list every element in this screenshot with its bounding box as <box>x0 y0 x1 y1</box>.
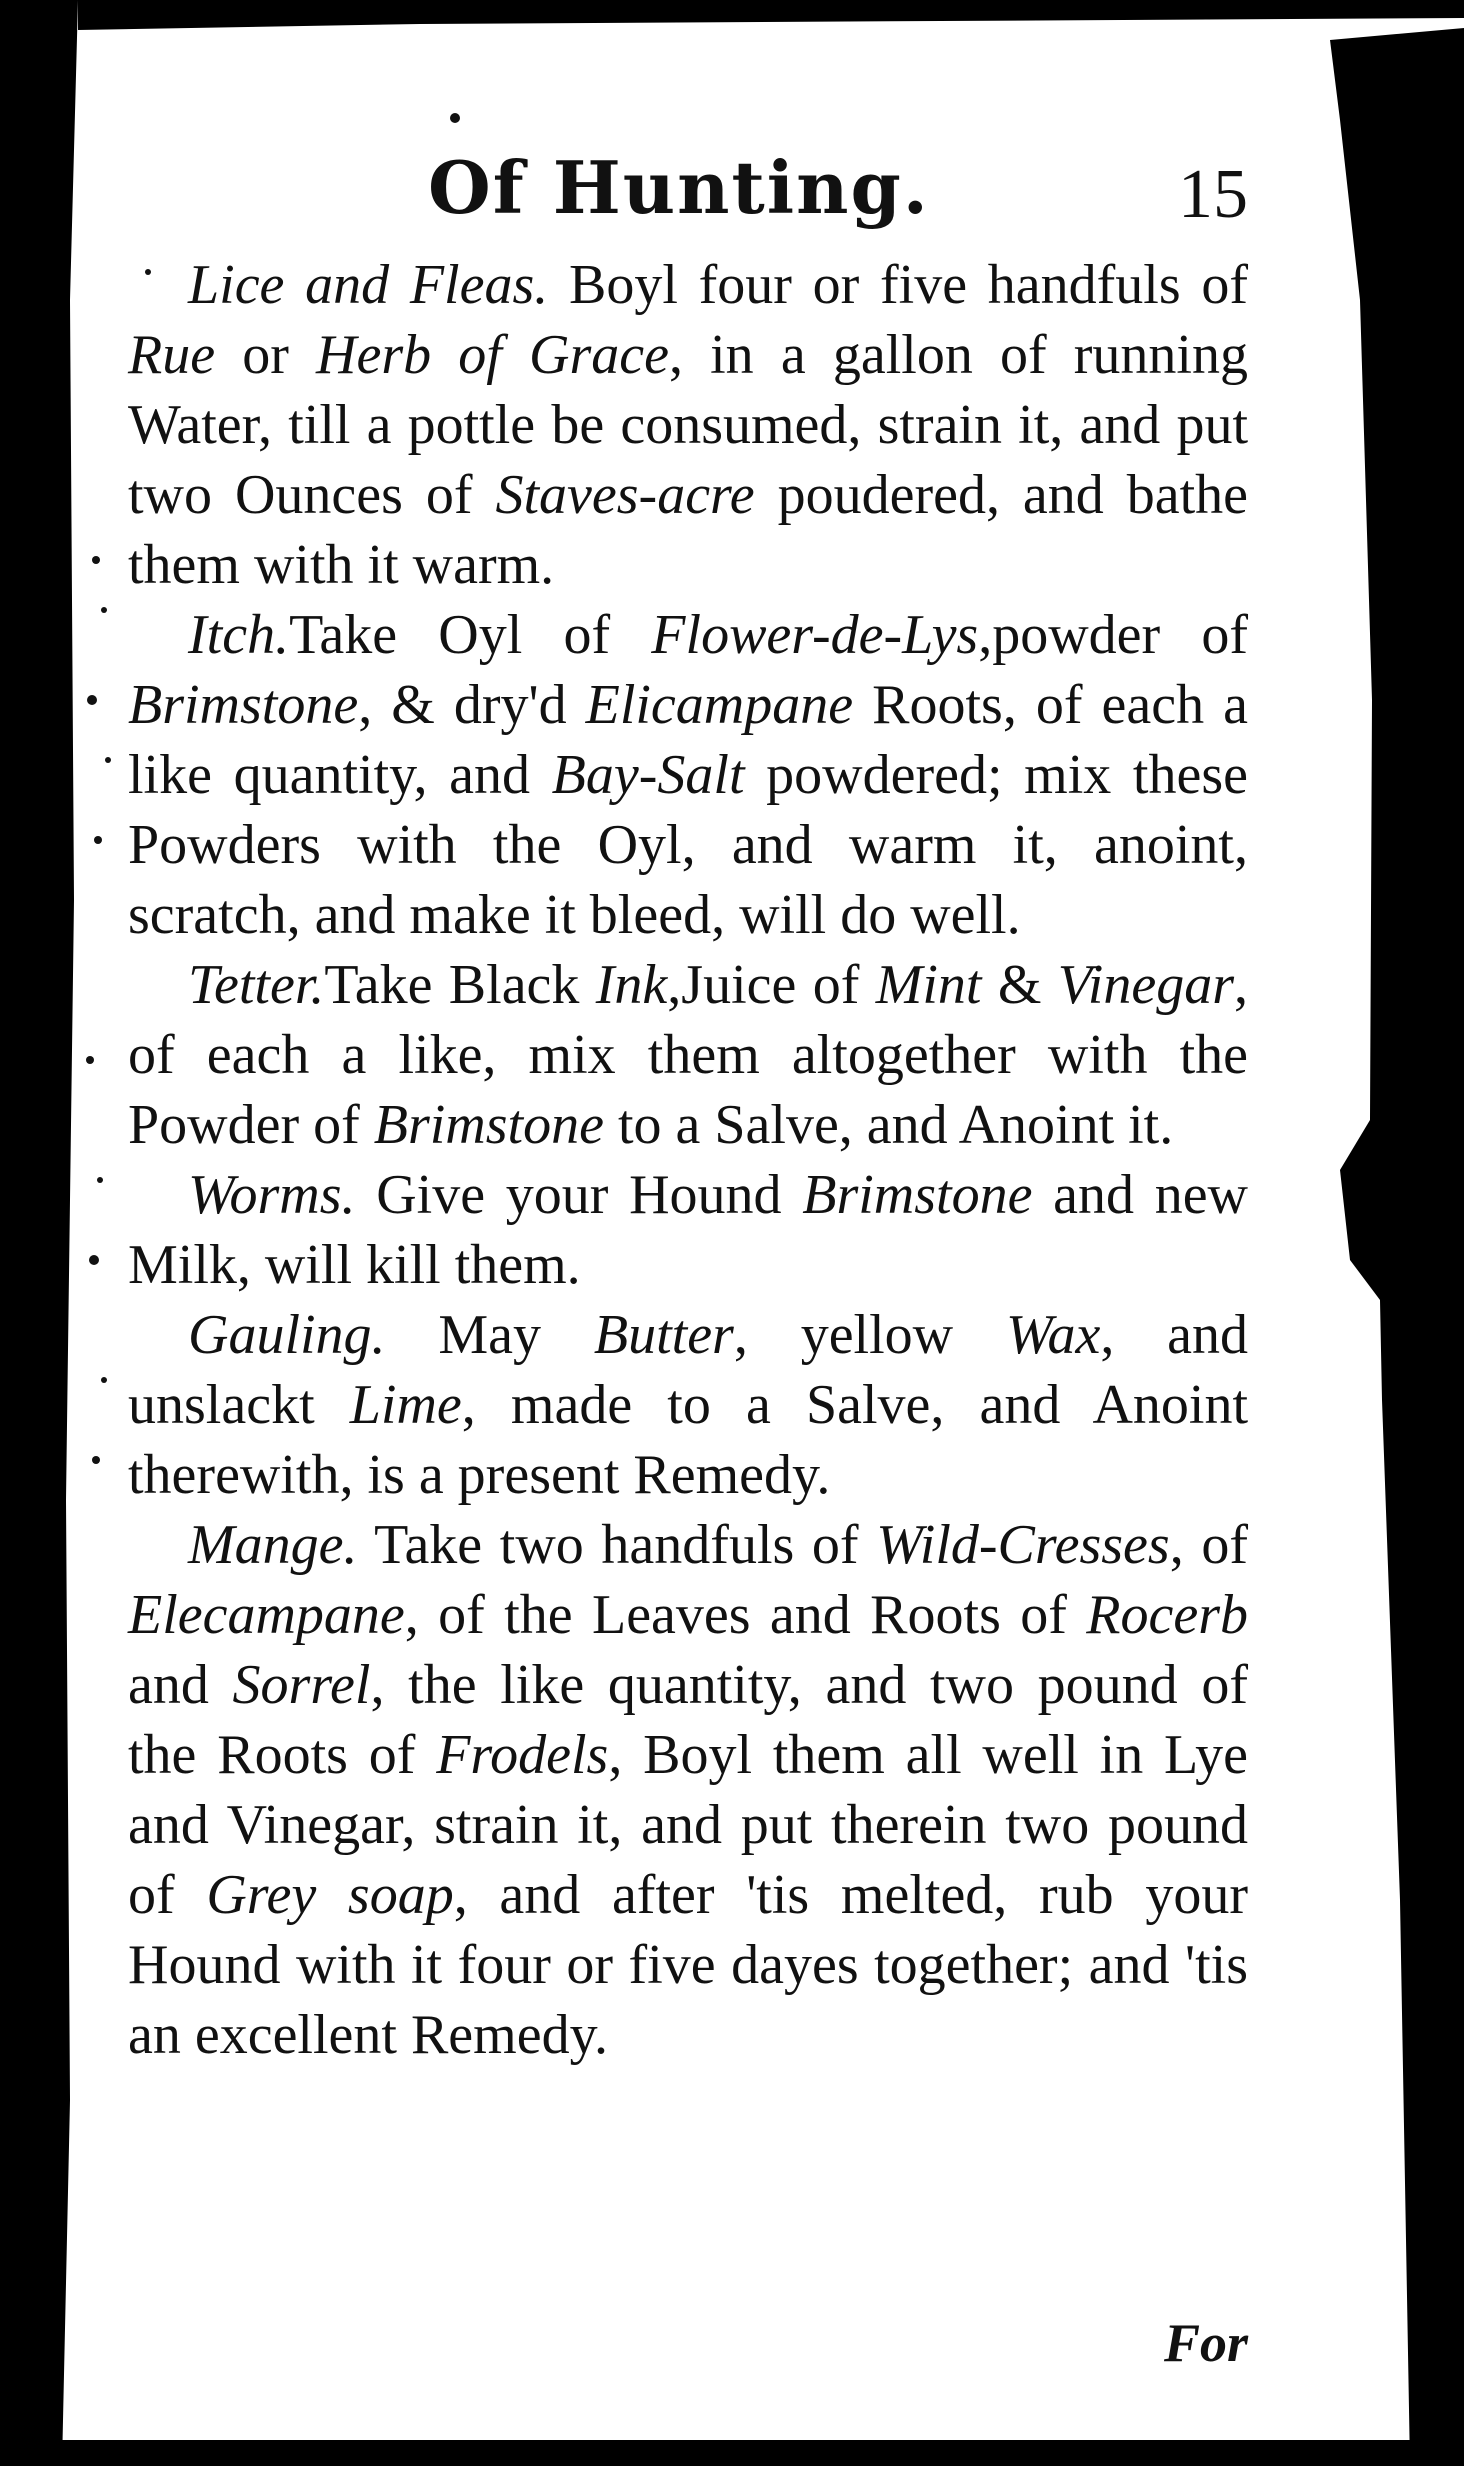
text-run: ,powder of <box>978 604 1249 666</box>
text-run: May <box>385 1304 594 1366</box>
text-run: , of the Leaves and Roots of <box>404 1584 1087 1646</box>
text-run: , in a gallon of running Water, till a pottle be consumed, strain it, and put two Ounces of <box>128 324 1248 526</box>
paragraph <box>128 250 1248 600</box>
italic-term: Sorrel <box>232 1654 371 1716</box>
italic-term: Bay-Salt <box>551 744 745 806</box>
text-run: Take Oyl of <box>289 604 652 666</box>
paragraph <box>128 1300 1248 1510</box>
italic-term: Brimstone <box>373 1094 604 1156</box>
text-run: , of <box>1169 1514 1248 1576</box>
italic-term: Flower-de-Lys <box>651 604 979 666</box>
text-run: or <box>215 324 317 386</box>
paragraph-heading: Worms. <box>188 1164 356 1226</box>
italic-term: Rue <box>128 324 216 386</box>
italic-term: Brimstone <box>128 674 359 736</box>
text-run: Give your Hound <box>355 1164 803 1226</box>
text-run: Boyl four or five handfuls of <box>548 254 1248 316</box>
italic-term: Herb of Grace <box>316 324 669 386</box>
text-run: , and after 'tis melted, rub your Hound with it four or five dayes together; and 'tis an excellent Remedy. <box>128 1864 1248 2066</box>
page-title: Of Hunting. <box>428 145 930 230</box>
italic-term: Staves-acre <box>495 464 755 526</box>
paragraph <box>128 600 1248 950</box>
paragraph-heading: Gauling. <box>188 1304 386 1366</box>
text-run: , the like quantity, and two pound of the Roots of <box>128 1654 1248 1786</box>
italic-term: Wax <box>1005 1304 1101 1366</box>
text-run: , of each a like, mix them altogether with the Powder of <box>128 954 1248 1156</box>
catchword: For <box>1163 2313 1248 2373</box>
paragraph-heading: Itch. <box>188 604 290 666</box>
italic-term: Mint <box>875 954 982 1016</box>
text-run: Take Black <box>324 954 596 1016</box>
book-page <box>128 140 1248 2400</box>
italic-term: Grey soap <box>206 1864 454 1926</box>
text-run: poudered, and bathe them with it warm. <box>128 464 1249 596</box>
text-run: ,Juice of <box>667 954 876 1016</box>
body-text <box>128 250 1248 2070</box>
text-run: , & dry'd <box>358 674 586 736</box>
text-run: Take two handfuls of <box>357 1514 877 1576</box>
text-run: to a Salve, and Anoint it. <box>603 1094 1174 1156</box>
paragraph-heading: Lice and Fleas. <box>188 254 549 316</box>
italic-term: Elicampane <box>585 674 854 736</box>
text-run: , Boyl them all well in Lye and Vinegar, strain it, and put therein two pound of <box>128 1724 1248 1926</box>
text-run: Roots, of each a like quantity, and <box>128 674 1248 806</box>
italic-term: Elecampane <box>128 1584 405 1646</box>
italic-term: Vinegar <box>1057 954 1234 1016</box>
text-run: powdered; mix these Powders with the Oyl, and warm it, anoint, scratch, and make it bleed, will do well. <box>128 744 1248 946</box>
text-run: , yellow <box>733 1304 1006 1366</box>
paragraph <box>128 1160 1248 1300</box>
italic-term: Ink <box>595 954 668 1016</box>
paragraph-heading: Tetter. <box>188 954 325 1016</box>
paragraph <box>128 950 1248 1160</box>
text-run: , made to a Salve, and Anoint therewith, is a present Remedy. <box>128 1374 1249 1506</box>
running-head <box>128 140 1248 250</box>
italic-term: Frodels <box>436 1724 609 1786</box>
italic-term: Brimstone <box>802 1164 1033 1226</box>
italic-term: Rocerb <box>1086 1584 1248 1646</box>
italic-term: Butter <box>593 1304 734 1366</box>
text-run: , and unslackt <box>128 1304 1248 1436</box>
italic-term: Wild-Cresses <box>876 1514 1170 1576</box>
italic-term: Lime <box>349 1374 462 1436</box>
text-run: and new Milk, will kill them. <box>128 1164 1248 1296</box>
paragraph-heading: Mange. <box>188 1514 358 1576</box>
page-number: 15 <box>1178 156 1248 233</box>
paragraph <box>128 1510 1248 2070</box>
text-run: & <box>981 954 1058 1016</box>
text-run: and <box>128 1654 233 1716</box>
